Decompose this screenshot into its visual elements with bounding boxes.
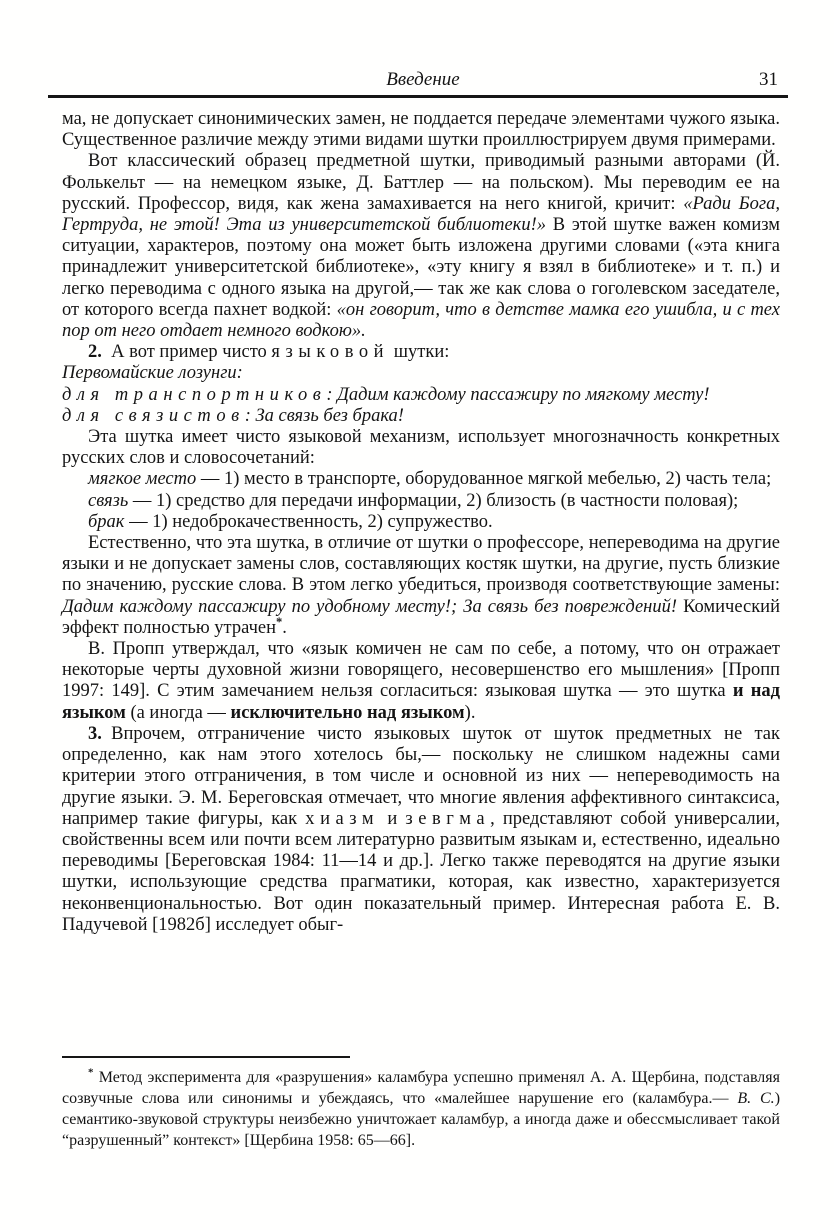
- text-run: Эта шутка имеет чисто языковой механизм, использует многозначность конкретных русских слов и словосочетаний:: [62, 427, 780, 469]
- paragraph-continuation: [62, 109, 780, 151]
- text-run: : За связь без брака!: [244, 405, 404, 426]
- text-body: [62, 109, 780, 936]
- slogan-line: [62, 406, 780, 427]
- section-2-heading: [62, 342, 780, 363]
- text-run: ма, не допускает синонимических замен, не поддается передаче элементами чужого языка. Существенное различие между этими видами шутки проиллюстрируем двумя примерами.: [62, 109, 780, 151]
- text-run: *: [276, 614, 283, 629]
- text-run: (а иногда —: [125, 702, 231, 723]
- text-run: для связистов: [62, 405, 245, 426]
- text-run: Метод эксперимента для «разрушения» каламбура успешно применял А. А. Щербина, подставляя созвучные слова или синонимы и убеждаясь, что «малейшее нарушение его (каламбура.—: [62, 1069, 780, 1107]
- definition-svyaz: [62, 491, 780, 512]
- definition-myagkoe-mesto: [62, 469, 780, 490]
- text-run: зевгма: [405, 808, 491, 829]
- header-rule: [48, 95, 788, 98]
- section-3-paragraph: [62, 724, 780, 936]
- text-run: хиазм: [305, 808, 380, 829]
- page-header: [62, 69, 784, 93]
- footnote-rule: [62, 1056, 350, 1058]
- text-run: 2.: [88, 342, 102, 363]
- text-run: связь: [88, 490, 129, 511]
- text-run: — 1) средство для передачи информации, 2) близость (в частности половая);: [128, 490, 739, 511]
- text-run: Вот классический образец предметной шутки, приводимый разными авторами (Й. Фолькельт — на немецком языке, Д. Баттлер — на польском). Мы переводим ее на русский. Профессор, видя, как жена замахивается на него книгой, кричит:: [62, 151, 780, 214]
- text-run: *: [88, 1066, 94, 1079]
- text-run: Естественно, что эта шутка, в отличие от шутки о профессоре, непереводима на другие языки и не допускает замены слов, составляющих костяк шутки, на другие, пусть близкие по значению, русские слова. В этом легко убедиться, производя соответствующие замены:: [62, 533, 780, 596]
- text-run: Дадим каждому пассажиру по удобному месту!; За связь без повреждений!: [62, 596, 678, 617]
- text-run: В. Пропп утверждал, что «язык комичен не сам по себе, а потому, что он отражает некоторые черты духовной жизни говорящего, несовершенство его мышления» [Пропп 1997: 149]. С этим замечанием нельзя согласиться: языковая шутка — это шутка: [62, 639, 780, 702]
- text-run: В этой шутке важен комизм ситуации, характеров, поэтому она может быть изложена другими словами («эта книга принадлежит университетской библиотеке», «эту книгу я взял в библиотеке» и т. п.) и легко переводима с одного языка на другой,— так же как слова о гоголевском заседателе, от которого всегда пахнет водкой:: [62, 215, 781, 320]
- footnote-area: [62, 1056, 780, 1151]
- paragraph-predmetnaya-joke: [62, 151, 780, 342]
- running-title: Введение: [386, 69, 460, 90]
- text-run: ) семантико-звуковой структуры неизбежно уничтожает каламбур, а иногда даже и обессмысливает такой “разрушенный” контекст» [Щербина 1958: 65—66].: [62, 1090, 781, 1149]
- paragraph-propp: [62, 639, 780, 724]
- text-run: и над языком: [62, 681, 780, 723]
- text-run: брак: [88, 511, 125, 532]
- text-run: : Дадим каждому пассажиру по мягкому месту!: [326, 384, 710, 405]
- slogan-heading: [62, 363, 780, 384]
- text-run: «Ради Бога, Гертруда, не этой! Эта из университетской библиотеки!»: [62, 193, 780, 236]
- text-run: для транспортников: [62, 384, 327, 405]
- text-run: В. С.: [737, 1090, 775, 1107]
- footnote-text: [62, 1067, 780, 1151]
- text-run: .: [282, 617, 287, 638]
- text-run: 3.: [88, 723, 102, 744]
- text-run: — 1) место в транспорте, оборудованное мягкой мебелью, 2) часть тела;: [196, 469, 772, 490]
- slogan-line: [62, 385, 780, 406]
- text-run: мягкое место: [88, 469, 197, 490]
- paragraph-mechanism: [62, 427, 780, 469]
- text-run: — 1) недоброкачественность, 2) супружество.: [124, 511, 493, 532]
- text-run: А вот пример чисто: [101, 342, 272, 363]
- text-run: Впрочем, отграничение чисто языковых шуток от шуток предметных не так определенно, как нам этого хотелось бы,— поскольку не слишком надежны сами критерии этого отграничения, в том числе и основной из них — непереводимость на другие языки. Э. М. Береговская отмечает, что многие явления аффективного синтаксиса, например такие фигуры, как: [62, 723, 780, 829]
- text-run: , представляют собой универсалии, свойственны всем или почти всем литературно развитым языкам и, естественно, идеально переводимы [Береговская 1984: 11—14 и др.]. Легко также переводятся на другие языки шутки, использующие средства прагматики, которая, как известно, характеризуется неконвенциональностью. Вот один показательный пример. Интересная работа Е. В. Падучевой [1982б] исследует обыг-: [62, 808, 781, 935]
- paragraph-untranslatable: [62, 533, 780, 639]
- text-run: Первомайские лозунги:: [62, 363, 243, 384]
- text-run: исключительно над языком: [230, 702, 465, 723]
- page-number: 31: [759, 69, 778, 90]
- definition-brak: [62, 512, 780, 533]
- text-run: ).: [464, 702, 476, 723]
- text-run: шутки:: [389, 342, 450, 363]
- footnote: [62, 1067, 780, 1151]
- text-run: Комический эффект полностью утрачен: [62, 596, 780, 638]
- text-run: языковой: [271, 342, 390, 363]
- text-run: и: [379, 808, 406, 829]
- text-run: «он говорит, что в детстве мамка его ушибла, и с тех пор от него отдает немного водкою».: [62, 299, 780, 342]
